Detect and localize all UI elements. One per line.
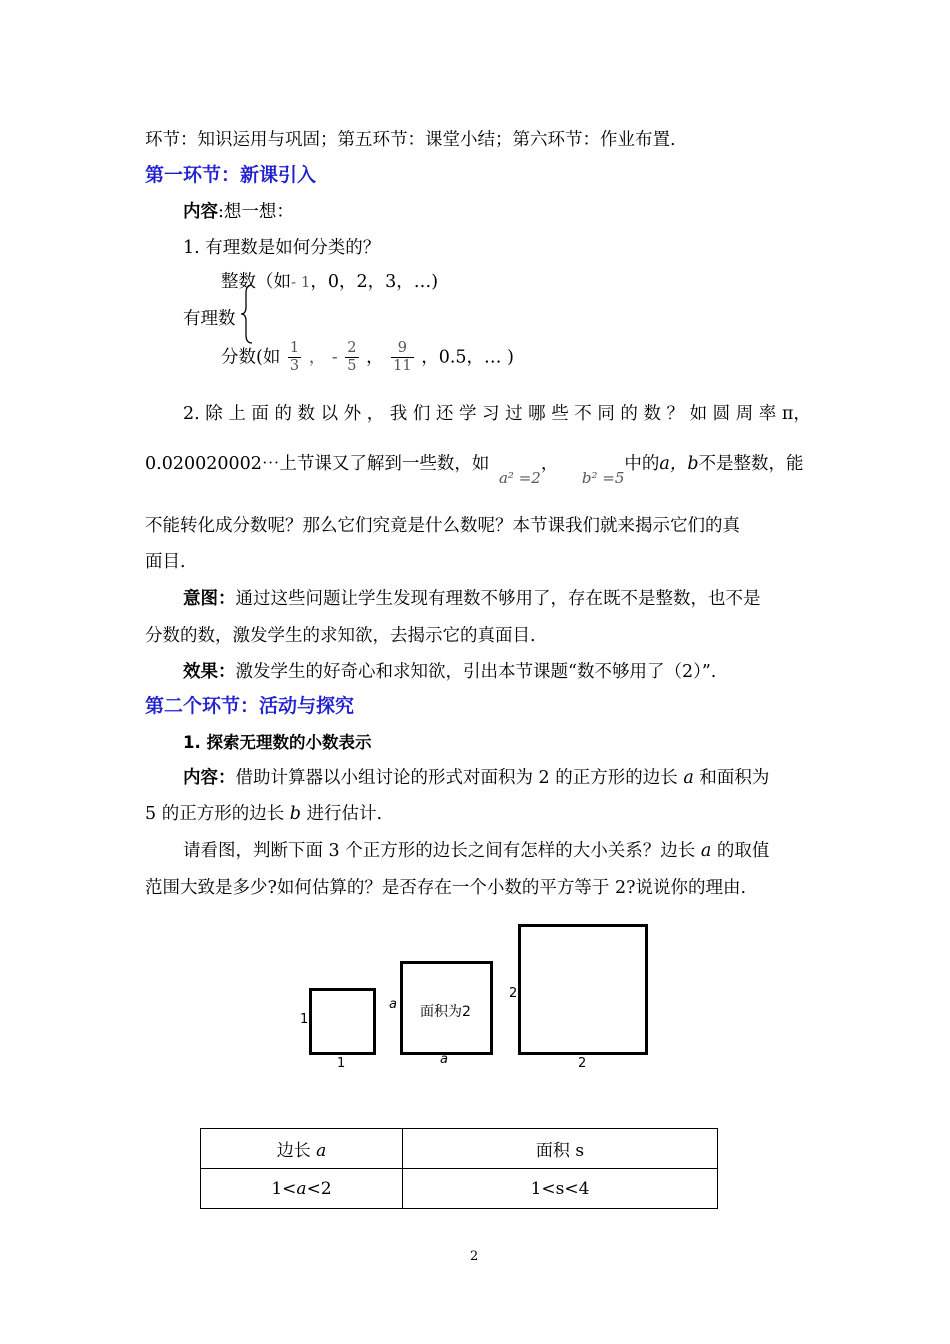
question-2-line-3: 不能转化成分数呢？那么它们究竟是什么数呢？本节课我们就来揭示它们的真 xyxy=(145,516,740,536)
fraction-1-3: $\frac{1}{3}$ xyxy=(289,340,300,374)
square-side-2 xyxy=(518,924,648,1055)
content-line xyxy=(183,198,294,223)
table-header-area: 面积 s xyxy=(403,1129,718,1169)
fractions-rest: ，0.5，… ) xyxy=(421,347,514,368)
integers-prefix: 整数（如 xyxy=(221,272,291,292)
paragraph-3-line-2: 范围大致是多少?如何估算的？是否存在一个小数的平方等于 2?说说你的理由. xyxy=(145,878,747,898)
fraction-9-11: $\frac{9}{11}$ xyxy=(393,340,412,374)
fraction-2-5: $\frac{2}{5}$ xyxy=(347,340,357,374)
square-1-bottom-label: 1 xyxy=(337,1056,346,1071)
integers-neg: - 1 xyxy=(291,273,311,291)
table-header-side: 边长 a xyxy=(201,1129,403,1169)
square-2-side-label: a xyxy=(389,997,397,1012)
fractions-line: 分数(如 $\frac{1}{3}$ ， - $\frac{2}{5}$ ， $\frac{9}{11}$ ，0.5，… ) xyxy=(221,340,514,374)
section-heading-1: 第一环节：新课引入 xyxy=(145,164,317,186)
equation-a: a² =2 xyxy=(498,469,541,487)
question-1: 1. 有理数是如何分类的？ xyxy=(183,238,381,258)
equation-b: b² =5 xyxy=(581,469,625,487)
effect-line: 效果：激发学生的好奇心和求知欲，引出本节课题“数不够用了（2）”. xyxy=(183,662,717,682)
square-side-1 xyxy=(309,988,376,1055)
subheading-1: 1. 探索无理数的小数表示 xyxy=(183,733,372,752)
square-1-side-label: 1 xyxy=(300,1012,309,1027)
table-cell-area: 1<s<4 xyxy=(403,1169,718,1209)
intent-line-2: 分数的数，激发学生的求知欲，去揭示它的真面目. xyxy=(145,626,536,646)
content-2-line: 内容：借助计算器以小组讨论的形式对面积为 2 的正方形的边长 a 和面积为 xyxy=(183,768,770,788)
question-2-line-4: 面目. xyxy=(145,552,186,572)
square-3-bottom-label: 2 xyxy=(578,1056,587,1071)
effect-label: 效果： xyxy=(183,662,236,682)
intent-label: 意图： xyxy=(183,589,236,609)
integers-rest: ，0，2，3，…) xyxy=(310,272,439,292)
square-3-side-label: 2 xyxy=(509,986,518,1001)
square-2-area-label: 面积为2 xyxy=(420,1004,471,1020)
content-2-label: 内容： xyxy=(183,768,236,788)
page-number: 2 xyxy=(470,1249,479,1264)
rational-label: 有理数 xyxy=(183,309,236,329)
content-2-line-2: 5 的正方形的边长 b 进行估计. xyxy=(145,804,383,824)
intent-line: 意图：通过这些问题让学生发现有理数不够用了，存在既不是整数，也不是 xyxy=(183,589,761,609)
question-2: 2. 除 上 面 的 数 以 外 ， 我 们 还 学 习 过 哪 些 不 同 的 数 ？ 如 圆 周 率 π， xyxy=(183,404,811,424)
section-heading-2: 第二个环节：活动与探究 xyxy=(145,695,355,717)
table-cell-side: 1<a<2 xyxy=(201,1169,403,1209)
content-label: 内容 xyxy=(183,202,218,222)
fractions-prefix: 分数(如 xyxy=(221,347,281,368)
question-2-line-2: 0.020020002⋯上节课又了解到一些数，如 a² =2， b² =5中的a，b不是整数，能 xyxy=(145,454,804,487)
intro-line: 环节：知识运用与巩固；第五环节：课堂小结；第六环节：作业布置. xyxy=(145,130,676,150)
table-header-row xyxy=(201,1129,718,1169)
content-text: :想一想： xyxy=(218,202,294,222)
brace-icon xyxy=(240,283,256,345)
side-area-table xyxy=(200,1128,718,1209)
table-row xyxy=(201,1169,718,1209)
square-2-bottom-label: a xyxy=(440,1052,448,1067)
paragraph-3: 请看图，判断下面 3 个正方形的边长之间有怎样的大小关系？边长 a 的取值 xyxy=(183,841,770,861)
